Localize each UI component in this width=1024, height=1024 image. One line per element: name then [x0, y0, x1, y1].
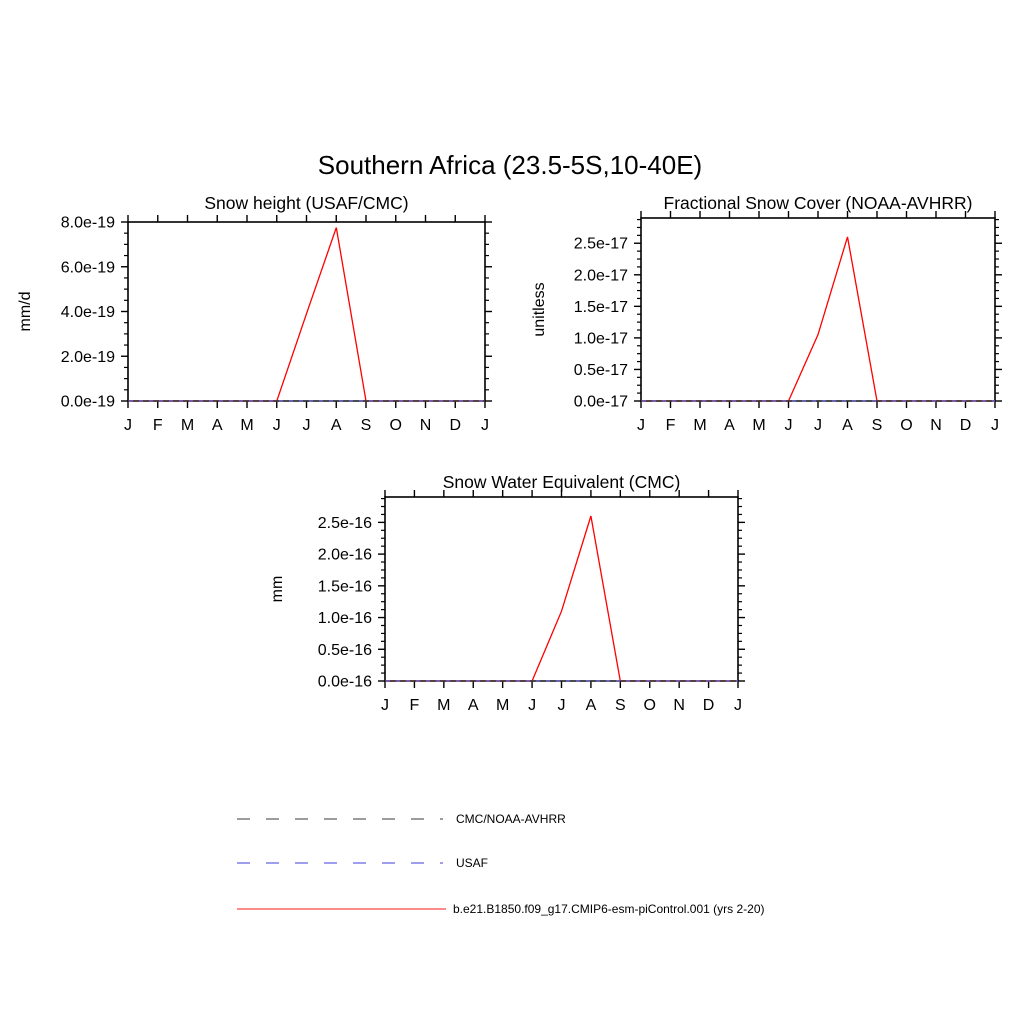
month-label: J	[637, 417, 645, 434]
month-label: F	[152, 417, 163, 434]
y-tick-label: 0.5e-16	[317, 641, 372, 659]
month-label: M	[752, 417, 766, 434]
month-label: D	[702, 697, 715, 714]
y-tick-label: 2.5e-17	[573, 235, 628, 253]
legend-label: USAF	[456, 856, 489, 870]
y-tick-label: 6.0e-19	[60, 259, 115, 277]
month-label: J	[784, 417, 793, 434]
legend-label: b.e21.B1850.f09_g17.CMIP6-esm-piControl.001 (yrs 2-20)	[453, 902, 765, 916]
month-label: J	[381, 697, 389, 714]
month-label: M	[496, 697, 510, 714]
panel-title: Snow height (USAF/CMC)	[204, 193, 409, 213]
panel-title: Snow Water Equivalent (CMC)	[442, 472, 681, 492]
month-label: S	[871, 417, 883, 434]
y-tick-label: 2.5e-16	[317, 514, 372, 532]
month-label: J	[481, 417, 489, 434]
month-label: M	[180, 417, 195, 434]
month-label: A	[724, 417, 735, 434]
month-label: F	[665, 417, 676, 434]
month-label: J	[302, 417, 311, 434]
page-title: Southern Africa (23.5-5S,10-40E)	[317, 150, 703, 180]
legend-label: CMC/NOAA-AVHRR	[456, 812, 566, 826]
y-tick-label: 0.5e-17	[573, 361, 628, 379]
y-tick-label: 1.5e-17	[573, 298, 628, 316]
month-label: M	[693, 417, 707, 434]
y-tick-label: 0.0e-17	[573, 393, 628, 411]
y-tick-label: 2.0e-17	[573, 267, 628, 285]
y-tick-label: 2.0e-19	[60, 348, 115, 366]
month-label: A	[585, 697, 597, 714]
y-axis-label: mm	[269, 575, 286, 603]
month-label: M	[240, 417, 254, 434]
month-label: J	[124, 417, 132, 434]
month-label: F	[409, 697, 420, 714]
y-tick-label: 1.5e-16	[317, 578, 372, 596]
month-label: J	[991, 417, 999, 434]
month-label: N	[673, 697, 685, 714]
month-label: J	[734, 697, 742, 714]
y-tick-label: 8.0e-19	[60, 214, 115, 232]
y-tick-label: 2.0e-16	[317, 546, 372, 564]
month-label: S	[614, 697, 626, 714]
month-label: A	[211, 417, 223, 434]
month-label: O	[900, 417, 913, 434]
y-axis-label: mm/d	[17, 291, 34, 332]
panel-title: Fractional Snow Cover (NOAA-AVHRR)	[663, 193, 973, 213]
month-label: N	[419, 417, 432, 434]
month-label: D	[959, 417, 972, 434]
month-label: J	[528, 697, 537, 714]
y-tick-label: 0.0e-19	[60, 393, 115, 411]
month-label: O	[643, 697, 656, 714]
month-label: J	[557, 697, 566, 714]
y-tick-label: 0.0e-16	[317, 673, 372, 691]
month-label: M	[437, 697, 451, 714]
y-tick-label: 1.0e-16	[317, 610, 372, 628]
y-tick-label: 4.0e-19	[60, 304, 115, 321]
y-axis-label: unitless	[531, 282, 548, 337]
month-label: D	[449, 417, 462, 434]
month-label: N	[930, 417, 942, 434]
month-label: A	[330, 417, 342, 434]
month-label: A	[467, 697, 479, 714]
month-label: J	[814, 417, 822, 434]
month-label: O	[389, 417, 402, 434]
month-label: S	[360, 417, 372, 434]
y-tick-label: 1.0e-17	[573, 330, 628, 348]
month-label: A	[842, 417, 853, 434]
month-label: J	[272, 417, 281, 434]
